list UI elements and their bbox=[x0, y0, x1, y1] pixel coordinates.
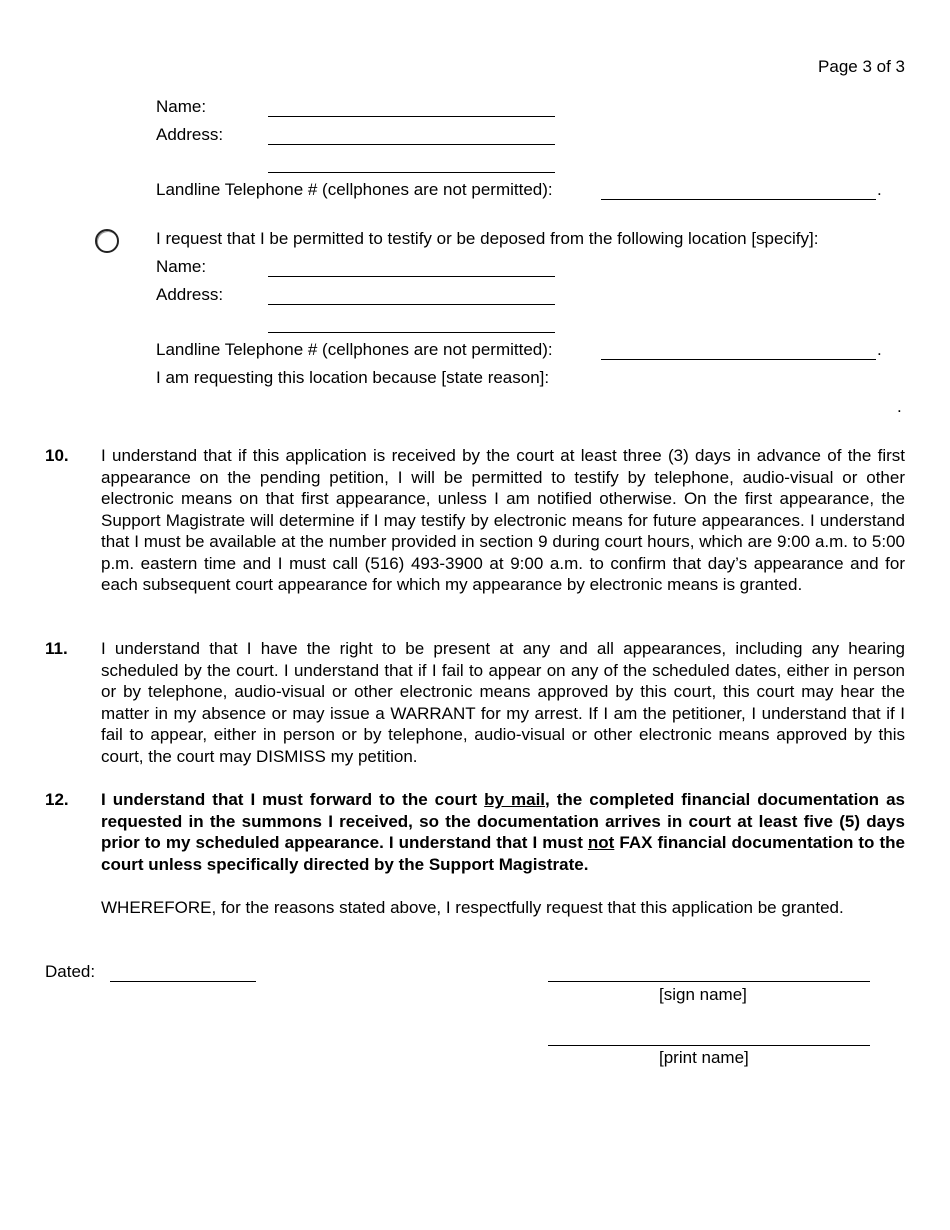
dated-label: Dated: bbox=[45, 962, 96, 981]
sign-name-line[interactable] bbox=[548, 981, 870, 982]
item-number-11: 11. bbox=[45, 639, 68, 658]
sign-name-label: [sign name] bbox=[659, 985, 747, 1004]
wherefore-text: WHEREFORE, for the reasons stated above, I respectfully request that this application be granted. bbox=[101, 898, 844, 917]
landline-period: . bbox=[877, 180, 882, 199]
address-label: Address: bbox=[156, 285, 224, 304]
print-name-line[interactable] bbox=[548, 1045, 870, 1046]
name-field-line[interactable] bbox=[268, 276, 555, 277]
item-text-11: I understand that I have the right to be present at any and all appearances, including any hearing scheduled by the court. I understand that if I fail to appear on any of the scheduled dates, either in person or by telephone, audio-visual or other electronic means approved by this court, this court may hear the matter in my absence or may issue a WARRANT for my arrest. If I am the petitioner, I understand that if I fail to appear, either in person or by telephone, audio-visual or other electronic means approved by this court, the court may DISMISS my petition. bbox=[101, 639, 905, 766]
date-field-line[interactable] bbox=[110, 981, 256, 982]
address-field-line-2[interactable] bbox=[268, 332, 555, 333]
item-number-12: 12. bbox=[45, 790, 69, 809]
print-name-label: [print name] bbox=[659, 1048, 749, 1067]
landline-field-line[interactable] bbox=[601, 199, 876, 200]
landline-period: . bbox=[877, 340, 882, 359]
name-label: Name: bbox=[156, 257, 207, 276]
location-option-radio[interactable] bbox=[95, 229, 119, 253]
not-underlined: not bbox=[587, 833, 615, 852]
by-mail-underlined: by mail bbox=[484, 790, 546, 809]
item-12-part1: I understand that I must forward to the court bbox=[101, 790, 485, 809]
name-label: Name: bbox=[156, 97, 207, 116]
landline-label: Landline Telephone # (cellphones are not permitted): bbox=[156, 180, 553, 199]
landline-field-line[interactable] bbox=[601, 359, 876, 360]
address-field-line-1[interactable] bbox=[268, 144, 555, 145]
item-text-10: I understand that if this application is received by the court at least three (3) days in advance of the first appearance on the pending petition, I will be permitted to testify by telephone, audio-visual or other electronic means on that first appearance, unless I am notified otherwise. On the first appearance, the Support Magistrate will determine if I may testify by electronic means for future appearances. I understand that I must be available at the number provided in section 9 during court hours, which are 9:00 a.m. to 5:00 p.m. eastern time and I must call (516) 493-3900 at 9:00 a.m. to confirm that day’s appearance and for each subsequent court appearance for which my appearance by electronic means is granted. bbox=[101, 446, 905, 594]
address-field-line-1[interactable] bbox=[268, 304, 555, 305]
reason-period: . bbox=[897, 397, 902, 416]
item-12-part2: , the completed financial documentation as requested in the summons I received, so the documentation arrives in court at least five (5) days prior to my scheduled appearance. I understand that I must bbox=[101, 790, 905, 852]
item-text-12 bbox=[101, 789, 905, 875]
landline-label: Landline Telephone # (cellphones are not permitted): bbox=[156, 340, 553, 359]
reason-label: I am requesting this location because [state reason]: bbox=[156, 368, 550, 387]
name-field-line[interactable] bbox=[268, 116, 555, 117]
address-label: Address: bbox=[156, 125, 224, 144]
radio-option-text: I request that I be permitted to testify or be deposed from the following location [specify]: bbox=[156, 229, 819, 248]
item-12-part3: FAX financial documentation to the court unless specifically directed by the Support Magistrate. bbox=[101, 833, 905, 874]
item-number-10: 10. bbox=[45, 446, 69, 465]
address-field-line-2[interactable] bbox=[268, 172, 555, 173]
page-number: Page 3 of 3 bbox=[818, 57, 905, 76]
